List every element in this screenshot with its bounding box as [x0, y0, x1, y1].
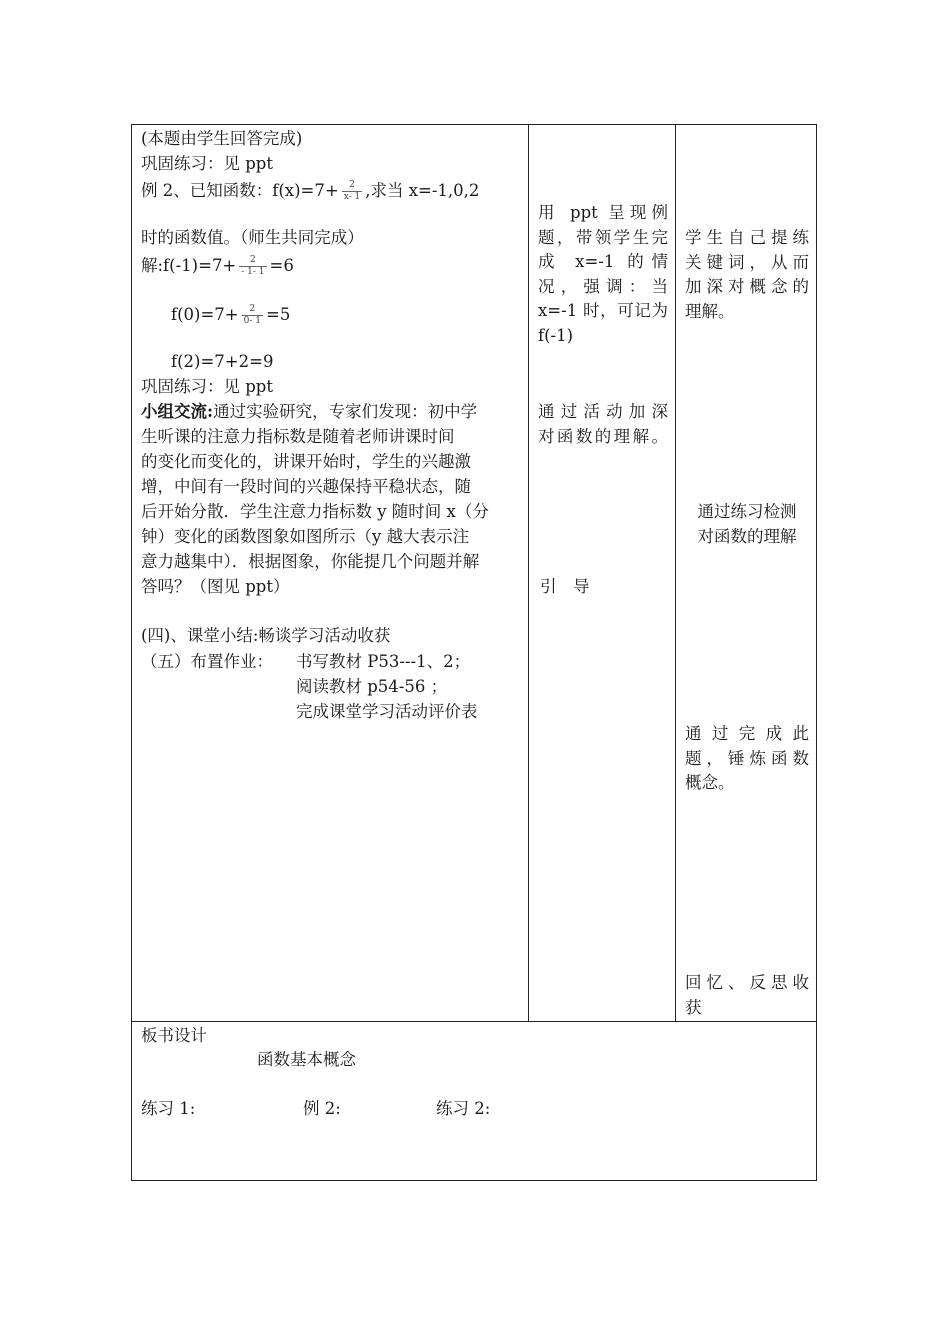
- group-discussion-text: 的变化而变化的，讲课开始时，学生的兴趣激: [141, 452, 471, 471]
- intent-text: 获: [685, 997, 702, 1017]
- homework-item: 书写教材 P53---1、2；: [296, 652, 471, 671]
- activity-text: 对函数的理解。: [538, 426, 668, 446]
- column-divider: [675, 124, 676, 1022]
- design-intent-block: [685, 971, 809, 1020]
- teacher-activity-block: [538, 400, 668, 449]
- intent-text: 理解。: [685, 301, 735, 321]
- example-2-text: ,求当 x=-1,0,2: [365, 181, 480, 200]
- board-item: 例 2:: [303, 1099, 341, 1118]
- board-item: 练习 1:: [141, 1099, 196, 1118]
- fraction-numerator: 2: [349, 180, 355, 190]
- solution-text: f(0)=7+: [171, 305, 239, 324]
- fraction-denominator: - 1- 1: [241, 267, 265, 277]
- group-discussion-text: 意力越集中）．根据图象，你能提几个问题并解: [141, 552, 480, 571]
- activity-text: x=-1 时，可记为: [538, 301, 668, 320]
- intent-text: 概念。: [685, 773, 735, 792]
- activity-text: 况，强调：当: [538, 276, 668, 296]
- column-divider: [528, 124, 529, 1022]
- design-intent-block: [685, 226, 809, 324]
- group-discussion-text: 增，中间有一段时间的兴趣保持平稳状态，随: [141, 477, 471, 496]
- content-line: 巩固练习：见 ppt: [141, 154, 273, 173]
- solution-text: =6: [269, 256, 294, 275]
- solution-text: =5: [266, 305, 291, 324]
- teacher-activity-block: [538, 201, 668, 348]
- group-discussion-text: 生听课的注意力指标数是随着老师讲课时间: [141, 427, 455, 446]
- activity-text: 通过活动加深: [538, 402, 668, 421]
- group-discussion-text: 后开始分散．学生注意力指标数 y 随时间 x（分: [141, 502, 489, 521]
- solution-line: [141, 254, 294, 279]
- intent-text: 通过完成此: [685, 724, 809, 743]
- fraction-denominator: x- 1: [343, 192, 361, 202]
- board-design-subtitle: 函数基本概念: [257, 1050, 356, 1069]
- intent-text: 题，锤炼函数: [685, 748, 809, 768]
- summary-line: (四)、课堂小结:畅谈学习活动收获: [141, 626, 391, 645]
- fraction: [239, 255, 266, 278]
- group-discussion-text: 通过实验研究，专家们发现：初中学: [213, 402, 478, 421]
- design-intent-block: [685, 500, 809, 549]
- homework-item: 阅读教材 p54-56 ；: [296, 677, 448, 696]
- row-divider: [131, 1021, 817, 1022]
- design-intent-block: [685, 722, 809, 796]
- intent-text: 通过练习检测: [697, 502, 797, 521]
- solution-text: 解:f(-1)=7+: [141, 256, 237, 275]
- example-2-text: 例 2、已知函数：f(x)=7+: [141, 181, 339, 200]
- example-2-line: [141, 179, 479, 204]
- activity-text: 成 x=-1 的情: [538, 252, 668, 271]
- intent-text: 回忆、反思收: [685, 973, 809, 992]
- fraction-denominator: 0- 1: [243, 316, 261, 326]
- intent-text: 关键词，从而: [685, 252, 809, 272]
- solution-line: [171, 303, 290, 328]
- fraction: [342, 180, 363, 203]
- activity-text: 用 ppt 呈现例: [538, 203, 668, 222]
- fraction: [242, 304, 263, 327]
- content-line: (本题由学生回答完成): [141, 129, 303, 148]
- group-discussion-line: [141, 400, 477, 425]
- group-discussion-label: 小组交流:: [141, 402, 214, 421]
- intent-text: 加深对概念的: [685, 277, 809, 296]
- group-discussion-text: 答吗？（图见 ppt）: [141, 577, 290, 596]
- solution-line: f(2)=7+2=9: [171, 352, 274, 371]
- activity-text: f(-1): [538, 325, 574, 345]
- homework-label: （五）布置作业：: [141, 652, 273, 671]
- activity-text: 引 导: [540, 577, 590, 596]
- board-design-title: 板书设计: [141, 1026, 207, 1045]
- intent-text: 学生自己提练: [685, 228, 809, 247]
- content-line: 巩固练习：见 ppt: [141, 377, 273, 396]
- intent-text: 对函数的理解: [697, 526, 797, 546]
- board-item: 练习 2:: [436, 1099, 491, 1118]
- homework-item: 完成课堂学习活动评价表: [296, 702, 478, 721]
- fraction-numerator: 2: [250, 255, 256, 265]
- fraction-numerator: 2: [249, 304, 256, 314]
- group-discussion-text: 钟）变化的函数图象如图所示（y 越大表示注: [141, 527, 470, 546]
- activity-text: 题，带领学生完: [538, 227, 668, 247]
- content-line: 时的函数值。（师生共同完成）: [141, 228, 364, 247]
